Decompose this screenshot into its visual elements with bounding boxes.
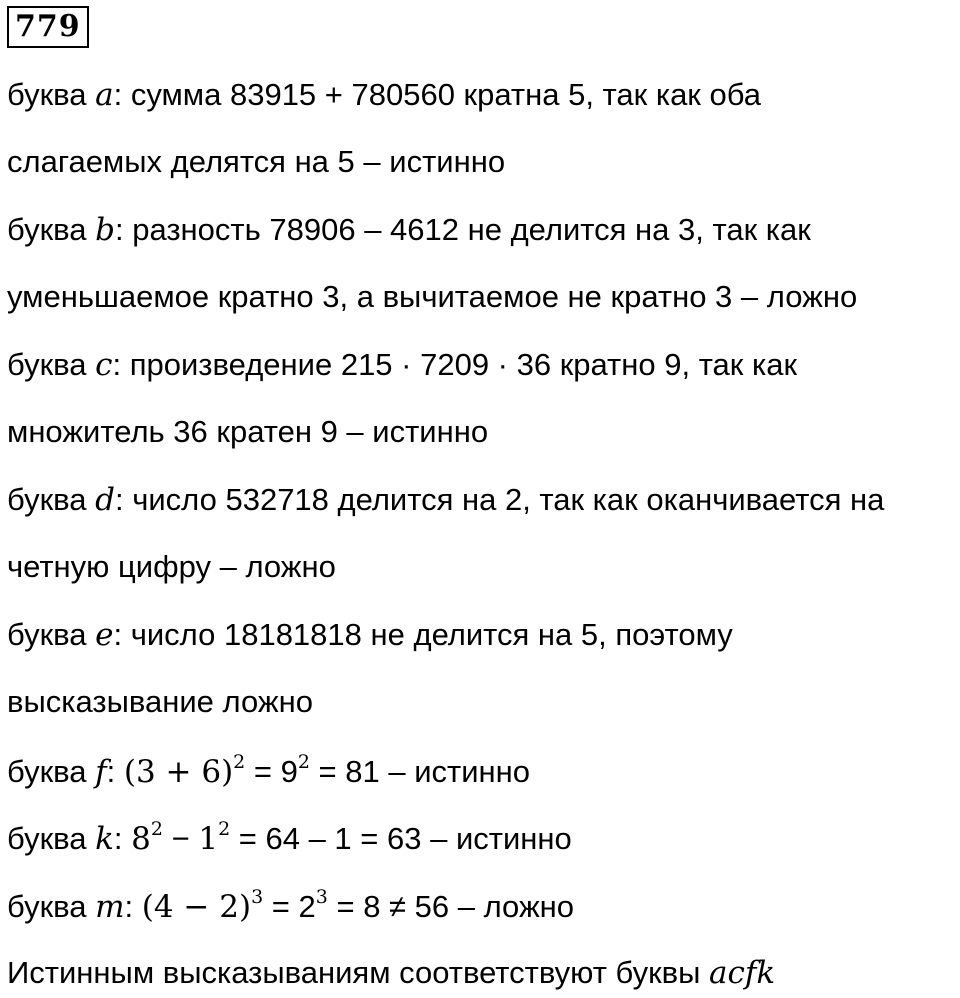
expr-f-rest: = 81 – истинно xyxy=(309,754,531,789)
line-text: высказывание ложно xyxy=(7,684,313,719)
line-prefix: буква xyxy=(7,347,96,382)
expr-f-base: (3 + 6) xyxy=(123,754,234,790)
line-prefix: буква xyxy=(7,821,96,856)
line-text: : число 532718 делится на 2, так как оканчивается на xyxy=(114,482,885,517)
line-text: : сумма 83915 + 780560 кратна 5, так как оба xyxy=(113,77,762,112)
line-c-2 xyxy=(7,412,488,452)
line-prefix: буква xyxy=(7,754,96,789)
expr-k-b: 1 xyxy=(198,821,219,857)
expr-f-mid: = 9 xyxy=(245,754,298,789)
variable-m: m xyxy=(95,889,125,925)
line-a-2 xyxy=(7,142,505,182)
line-prefix: буква xyxy=(7,889,96,924)
line-prefix: буква xyxy=(7,212,96,247)
expr-m-mid: = 2 xyxy=(263,889,316,924)
expr-m-exp: 3 xyxy=(251,886,264,908)
line-e-2 xyxy=(7,682,313,722)
expr-k-a: 8 xyxy=(131,821,151,857)
line-f xyxy=(7,752,530,792)
variable-b: b xyxy=(95,212,115,248)
line-b-2 xyxy=(7,277,857,317)
line-d-2 xyxy=(7,547,336,587)
line-e-1 xyxy=(7,615,733,655)
expr-m-base: (4 − 2) xyxy=(141,889,252,925)
line-text: : произведение 215 · 7209 · 36 кратно 9, так как xyxy=(112,347,798,382)
variable-f: f xyxy=(95,754,107,790)
line-c-1 xyxy=(7,345,797,385)
line-text: : число 18181818 не делится на 5, поэтому xyxy=(113,617,733,652)
expr-k-exp2: 2 xyxy=(218,818,231,840)
line-sep: : xyxy=(124,889,142,924)
expr-k-minus: − xyxy=(162,821,199,856)
line-prefix: буква xyxy=(7,617,96,652)
line-text: уменьшаемое кратно 3, а вычитаемое не кратно 3 – ложно xyxy=(7,279,858,314)
variable-d: d xyxy=(95,482,115,518)
variable-e: e xyxy=(95,617,114,653)
line-prefix: буква xyxy=(7,482,96,517)
expr-m-exp2: 3 xyxy=(315,886,328,908)
line-text: множитель 36 кратен 9 – истинно xyxy=(7,414,489,449)
variable-k: k xyxy=(95,821,114,857)
line-answer xyxy=(7,953,775,993)
line-sep: : xyxy=(113,821,132,856)
expr-f-exp2: 2 xyxy=(297,751,310,773)
variable-a: a xyxy=(95,77,114,113)
line-prefix: буква xyxy=(7,77,96,112)
line-d-1 xyxy=(7,480,884,520)
expr-m-rest: = 8 ≠ 56 – ложно xyxy=(327,889,575,924)
problem-number: 779 xyxy=(7,6,89,48)
line-k xyxy=(7,819,572,859)
answer-letters: acfk xyxy=(709,955,776,991)
answer-text: Истинным высказываниям соответствуют буквы xyxy=(7,955,710,990)
expr-k-exp: 2 xyxy=(150,818,163,840)
line-a-1 xyxy=(7,75,761,115)
line-text: : разность 78906 – 4612 не делится на 3, так как xyxy=(114,212,811,247)
line-m xyxy=(7,887,574,927)
expr-k-rest: = 64 – 1 = 63 – истинно xyxy=(230,821,572,856)
variable-c: c xyxy=(95,347,113,383)
line-text: слагаемых делятся на 5 – истинно xyxy=(7,144,506,179)
expr-f-exp: 2 xyxy=(233,751,246,773)
line-sep: : xyxy=(106,754,124,789)
line-text: четную цифру – ложно xyxy=(7,549,336,584)
line-b-1 xyxy=(7,210,811,250)
